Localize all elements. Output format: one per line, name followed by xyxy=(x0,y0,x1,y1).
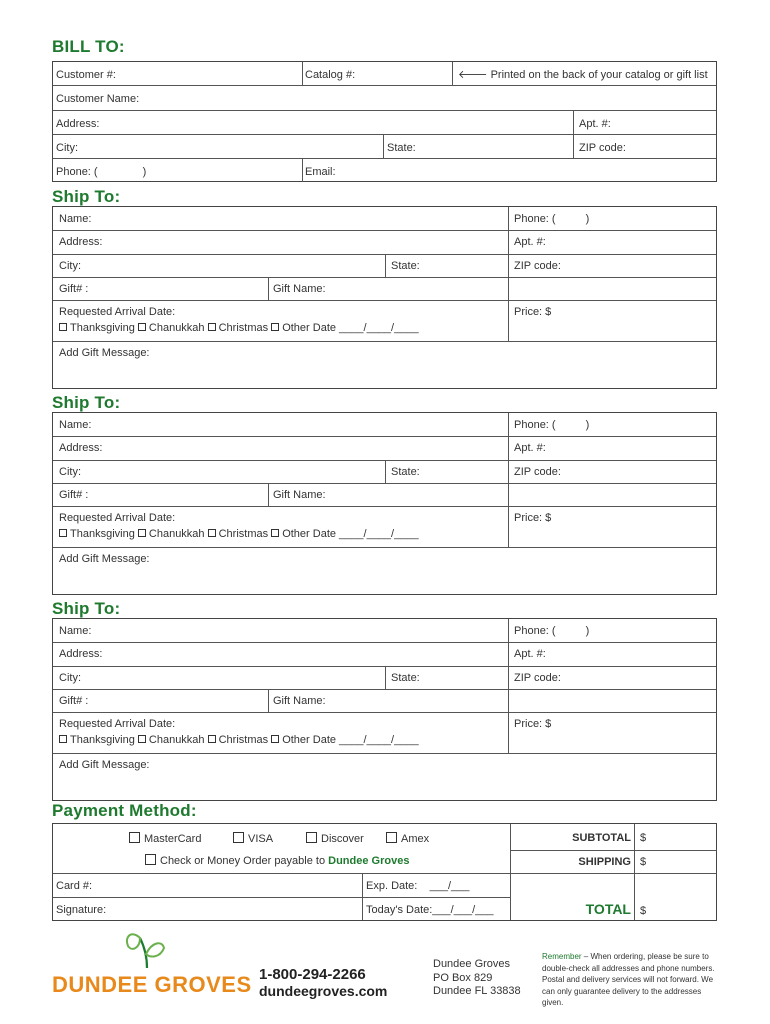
ship-to-title-1: Ship To: xyxy=(52,187,121,206)
bill-zip-field[interactable]: ZIP code: xyxy=(579,142,626,154)
total-label: TOTAL xyxy=(585,901,631,917)
exp-date-field[interactable]: Exp. Date: ___/___ xyxy=(366,880,470,892)
ship-state-field[interactable]: State: xyxy=(391,260,420,272)
address-line: PO Box 829 xyxy=(433,971,493,984)
customer-number-field[interactable]: Customer #: xyxy=(56,69,116,81)
checkbox-icon[interactable] xyxy=(386,832,397,843)
divider xyxy=(452,62,453,85)
divider xyxy=(383,134,384,158)
other-date-option[interactable]: Other Date ____/____/____ xyxy=(271,734,418,746)
christmas-option[interactable]: Christmas xyxy=(208,528,269,540)
checkbox-icon[interactable] xyxy=(138,529,146,537)
divider xyxy=(53,753,716,754)
ship-to-title-3: Ship To: xyxy=(52,599,121,618)
check-money-order-option[interactable]: Check or Money Order payable to Dundee Groves xyxy=(145,855,409,868)
christmas-option[interactable]: Christmas xyxy=(208,322,269,334)
arrival-date-options xyxy=(59,322,419,335)
ship-city-field[interactable]: City: xyxy=(59,466,81,478)
price-field[interactable]: Price: $ xyxy=(514,306,552,318)
total-field[interactable]: $ xyxy=(640,905,647,917)
ship-city-field[interactable]: City: xyxy=(59,672,81,684)
shipping-label: SHIPPING xyxy=(578,856,631,868)
checkbox-icon[interactable] xyxy=(271,323,279,331)
divider xyxy=(53,689,716,690)
checkbox-icon[interactable] xyxy=(233,832,244,843)
ship-name-field[interactable]: Name: xyxy=(59,419,92,431)
logo-wordmark: DUNDEE GROVES xyxy=(52,972,252,997)
divider xyxy=(53,85,716,86)
signature-field[interactable]: Signature: xyxy=(56,904,107,916)
chanukkah-option[interactable]: Chanukkah xyxy=(138,734,205,746)
other-date-option[interactable]: Other Date ____/____/____ xyxy=(271,528,418,540)
checkbox-icon[interactable] xyxy=(59,735,67,743)
bill-to-box xyxy=(52,61,717,182)
ship-phone-field[interactable]: Phone: ( ) xyxy=(514,419,590,431)
checkbox-icon[interactable] xyxy=(271,529,279,537)
ship-zip-field[interactable]: ZIP code: xyxy=(514,260,561,272)
ship-zip-field[interactable]: ZIP code: xyxy=(514,672,561,684)
divider xyxy=(53,873,510,874)
ship-apt-field[interactable]: Apt. #: xyxy=(514,648,546,660)
divider xyxy=(53,277,716,278)
subtotal-label: SUBTOTAL xyxy=(572,832,631,844)
divider xyxy=(508,413,509,547)
payment-box xyxy=(52,823,717,921)
divider xyxy=(53,897,510,898)
ship-to-title-2: Ship To: xyxy=(52,393,121,412)
payee-name: Dundee Groves xyxy=(328,855,410,867)
bill-phone-field[interactable]: Phone: ( ) xyxy=(56,166,147,178)
checkbox-icon[interactable] xyxy=(208,529,216,537)
divider xyxy=(53,547,716,548)
ship-phone-field[interactable]: Phone: ( ) xyxy=(514,625,590,637)
checkbox-icon[interactable] xyxy=(208,735,216,743)
checkbox-icon[interactable] xyxy=(138,323,146,331)
divider xyxy=(53,110,716,111)
divider xyxy=(53,483,716,484)
ship-address-field[interactable]: Address: xyxy=(59,442,103,454)
arrival-date-options xyxy=(59,528,419,541)
ship-name-field[interactable]: Name: xyxy=(59,625,92,637)
bill-email-field[interactable]: Email: xyxy=(305,166,336,178)
divider xyxy=(508,619,509,753)
divider xyxy=(53,300,716,301)
remember-note xyxy=(542,951,722,1009)
ship-apt-field[interactable]: Apt. #: xyxy=(514,236,546,248)
christmas-option[interactable]: Christmas xyxy=(208,734,269,746)
checkbox-icon[interactable] xyxy=(271,735,279,743)
gift-name-field[interactable]: Gift Name: xyxy=(273,283,326,295)
divider xyxy=(302,158,303,182)
thanksgiving-option[interactable]: Thanksgiving xyxy=(59,322,135,334)
divider xyxy=(53,341,716,342)
ship-to-box-1 xyxy=(52,206,717,389)
amex-option[interactable]: Amex xyxy=(386,833,429,846)
payment-method-title: Payment Method: xyxy=(52,801,197,820)
remember-text: – When ordering, please be sure to double-check all addresses and phone numbers. Postal and delivery services will not forward. We can only guarantee delivery to the addresses given. xyxy=(542,952,715,1007)
ship-state-field[interactable]: State: xyxy=(391,672,420,684)
todays-date-field[interactable]: Today's Date:___/___/___ xyxy=(366,904,494,916)
chanukkah-option[interactable]: Chanukkah xyxy=(138,528,205,540)
checkbox-icon[interactable] xyxy=(138,735,146,743)
ship-state-field[interactable]: State: xyxy=(391,466,420,478)
ship-phone-field[interactable]: Phone: ( ) xyxy=(514,213,590,225)
checkbox-icon[interactable] xyxy=(129,832,140,843)
price-field[interactable]: Price: $ xyxy=(514,718,552,730)
checkbox-icon[interactable] xyxy=(208,323,216,331)
gift-name-field[interactable]: Gift Name: xyxy=(273,489,326,501)
ship-to-box-3 xyxy=(52,618,717,801)
address-line: Dundee Groves xyxy=(433,958,511,970)
divider xyxy=(362,873,363,920)
mastercard-option[interactable]: MasterCard xyxy=(129,833,201,846)
chanukkah-option[interactable]: Chanukkah xyxy=(138,322,205,334)
checkbox-icon[interactable] xyxy=(145,854,156,865)
footer-website[interactable]: dundeegroves.com xyxy=(259,983,388,999)
bill-to-title: BILL TO: xyxy=(52,37,125,56)
arrival-date-label: Requested Arrival Date: xyxy=(59,512,176,524)
divider xyxy=(53,230,716,231)
other-date-option[interactable]: Other Date ____/____/____ xyxy=(271,322,418,334)
arrival-date-label: Requested Arrival Date: xyxy=(59,306,176,318)
divider xyxy=(385,666,386,689)
bill-city-field[interactable]: City: xyxy=(56,142,78,154)
gift-name-field[interactable]: Gift Name: xyxy=(273,695,326,707)
customer-name-field[interactable]: Customer Name: xyxy=(56,93,140,105)
card-number-field[interactable]: Card #: xyxy=(56,880,93,892)
divider xyxy=(53,134,716,135)
ship-address-field[interactable]: Address: xyxy=(59,648,103,660)
divider xyxy=(268,689,269,712)
divider xyxy=(53,642,716,643)
shipping-field[interactable]: $ xyxy=(640,856,647,868)
gift-message-field[interactable]: Add Gift Message: xyxy=(59,759,150,771)
catalog-number-field[interactable]: Catalog #: xyxy=(305,69,356,81)
divider xyxy=(302,62,303,85)
footer-address xyxy=(433,958,521,999)
bill-state-field[interactable]: State: xyxy=(387,142,416,154)
divider xyxy=(573,110,574,158)
bill-address-field[interactable]: Address: xyxy=(56,118,100,130)
checkbox-icon[interactable] xyxy=(59,529,67,537)
divider xyxy=(385,254,386,277)
divider xyxy=(508,207,509,341)
checkbox-icon[interactable] xyxy=(59,323,67,331)
arrival-date-options xyxy=(59,734,419,747)
divider xyxy=(268,277,269,300)
gift-number-field[interactable]: Gift# : xyxy=(59,695,89,707)
ship-city-field[interactable]: City: xyxy=(59,260,81,272)
divider xyxy=(385,460,386,483)
divider xyxy=(268,483,269,506)
arrival-date-label: Requested Arrival Date: xyxy=(59,718,176,730)
catalog-note: 🡐 Printed on the back of your catalog or gift list xyxy=(458,69,708,81)
gift-number-field[interactable]: Gift# : xyxy=(59,489,89,501)
divider xyxy=(510,850,717,851)
ship-zip-field[interactable]: ZIP code: xyxy=(514,466,561,478)
discover-option[interactable]: Discover xyxy=(306,833,364,846)
gift-number-field[interactable]: Gift# : xyxy=(59,283,89,295)
checkbox-icon[interactable] xyxy=(306,832,317,843)
thanksgiving-option[interactable]: Thanksgiving xyxy=(59,734,135,746)
ship-name-field[interactable]: Name: xyxy=(59,213,92,225)
footer-phone: 1-800-294-2266 xyxy=(259,966,366,983)
divider xyxy=(510,873,717,874)
ship-to-box-2 xyxy=(52,412,717,595)
thanksgiving-option[interactable]: Thanksgiving xyxy=(59,528,135,540)
divider xyxy=(53,506,716,507)
divider xyxy=(53,712,716,713)
address-line: Dundee FL 33838 xyxy=(433,985,521,997)
divider xyxy=(53,158,716,159)
gift-message-field[interactable]: Add Gift Message: xyxy=(59,347,150,359)
divider xyxy=(53,436,716,437)
price-field[interactable]: Price: $ xyxy=(514,512,552,524)
dundee-groves-logo xyxy=(52,928,252,998)
ship-apt-field[interactable]: Apt. #: xyxy=(514,442,546,454)
divider xyxy=(634,824,635,920)
remember-lead: Remember xyxy=(542,952,582,961)
ship-address-field[interactable]: Address: xyxy=(59,236,103,248)
arrow-left-icon: 🡐 xyxy=(458,69,488,81)
gift-message-field[interactable]: Add Gift Message: xyxy=(59,553,150,565)
visa-option[interactable]: VISA xyxy=(233,833,273,846)
bill-apt-field[interactable]: Apt. #: xyxy=(579,118,611,130)
subtotal-field[interactable]: $ xyxy=(640,832,647,844)
